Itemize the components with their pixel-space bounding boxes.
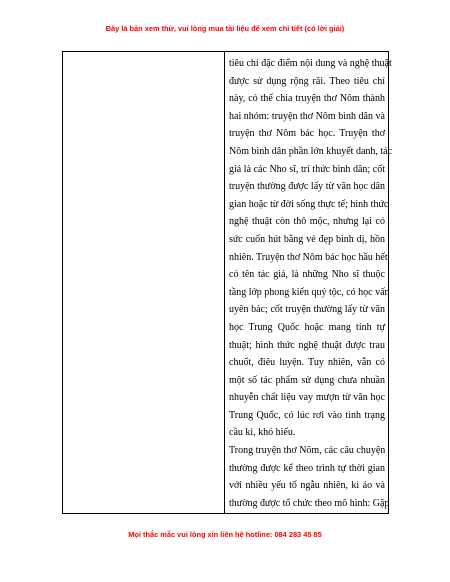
text-line: sức cuốn hút bằng vẻ đẹp bình dị, hồn xyxy=(229,233,385,245)
text-line: thuật; hình thức nghệ thuật được trau xyxy=(229,339,385,351)
text-line: hai nhóm: truyện thơ Nôm bình dân và xyxy=(229,110,385,122)
preview-notice-banner: Đây là bản xem thử, vui lòng mua tài liệu để xem chi tiết (có lời giải) xyxy=(105,24,345,33)
text-line: học Trung Quốc hoặc mang tính tự xyxy=(229,321,385,333)
text-line: có tên tác giả, là những Nho sĩ thuộc xyxy=(229,269,385,281)
text-line: này, có thể chia truyện thơ Nôm thành xyxy=(229,93,385,105)
table-right-cell xyxy=(227,52,393,513)
text-line: một số tác phẩm sử dụng chưa nhuần xyxy=(229,374,385,386)
text-line: Trong truyện thơ Nôm, các câu chuyện xyxy=(229,445,386,457)
text-line: uyên bác; cốt truyện thường lấy từ văn xyxy=(229,304,385,316)
text-line: giả là các Nho sĩ, trí thức bình dân; cốt xyxy=(229,163,385,175)
table-left-cell xyxy=(63,52,225,513)
text-line: với nhiều yếu tố ngẫu nhiên, kì ảo và xyxy=(229,480,385,492)
hotline-notice-banner: Mọi thắc mắc vui lòng xin liên hệ hotline: 084 283 45 85 xyxy=(128,530,322,539)
text-line: truyện thơ Nôm bác học. Truyện thơ xyxy=(229,128,385,140)
text-line: truyện thường được lấy từ văn học dân xyxy=(229,181,385,193)
text-line: Trung Quốc, có lúc rơi vào tình trạng xyxy=(229,409,385,421)
text-line: được sử dụng rộng rãi. Theo tiêu chí xyxy=(229,75,385,87)
text-line: thường được tổ chức theo mô hình: Gặp xyxy=(229,497,390,509)
paragraph-truyen-tho-nom-classification xyxy=(229,55,393,442)
text-line: tiêu chí đặc điểm nội dung và nghệ thuật xyxy=(229,58,392,69)
text-line: tầng lớp phong kiến quý tộc, có học vấn xyxy=(229,286,390,298)
text-line: chuốt, điêu luyện. Tuy nhiên, vẫn có xyxy=(229,357,385,369)
text-line: nhiên. Truyện thơ Nôm bác học hầu hết xyxy=(229,251,388,263)
content-table xyxy=(62,51,393,514)
text-line: gian hoặc từ đời sống thực tế; hình thức xyxy=(229,198,389,210)
paragraph-truyen-tho-nom-plot xyxy=(229,442,390,512)
text-line: thường được kể theo trình tự thời gian xyxy=(229,462,385,474)
text-line: nhuyễn chất liệu vay mượn từ văn học xyxy=(229,392,385,404)
text-line: cầu kì, khó hiểu. xyxy=(229,427,296,439)
text-line: Nôm bình dân phần lớn khuyết danh, tác xyxy=(229,145,393,157)
text-line: nghệ thuật còn thô mộc, nhưng lại có xyxy=(229,216,385,228)
